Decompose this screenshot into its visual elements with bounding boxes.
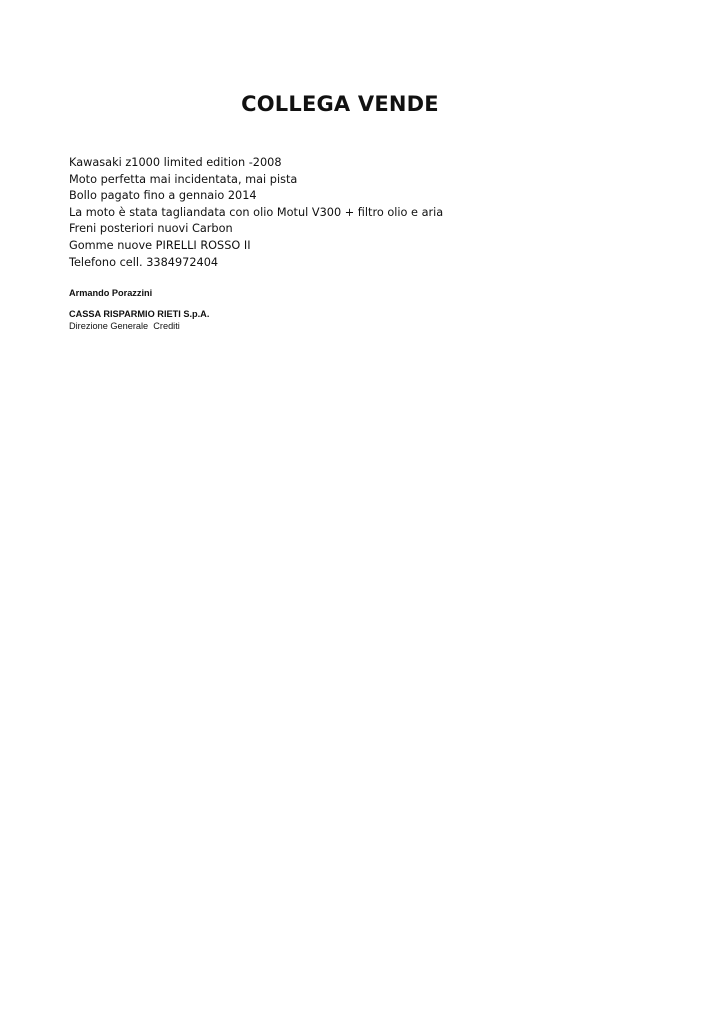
ad-description xyxy=(69,155,443,271)
ad-line-tyres: Gomme nuove PIRELLI ROSSO II xyxy=(69,238,251,252)
ad-line-tax: Bollo pagato fino a gennaio 2014 xyxy=(69,189,257,203)
ad-line-condition: Moto perfetta mai incidentata, mai pista xyxy=(69,172,298,186)
signature-name: Armando Porazzini xyxy=(69,288,153,298)
company-department: Direzione Generale Crediti xyxy=(69,320,180,331)
ad-line-phone: Telefono cell. 3384972404 xyxy=(69,255,219,269)
ad-line-service: La moto è stata tagliandata con olio Motul V300 + filtro olio e aria xyxy=(69,205,444,219)
page-title: COLLEGA VENDE xyxy=(241,92,439,116)
company-block xyxy=(69,309,209,332)
company-name: CASSA RISPARMIO RIETI S.p.A. xyxy=(69,309,210,319)
ad-line-brakes: Freni posteriori nuovi Carbon xyxy=(69,222,233,236)
ad-line-model: Kawasaki z1000 limited edition -2008 xyxy=(69,156,282,169)
